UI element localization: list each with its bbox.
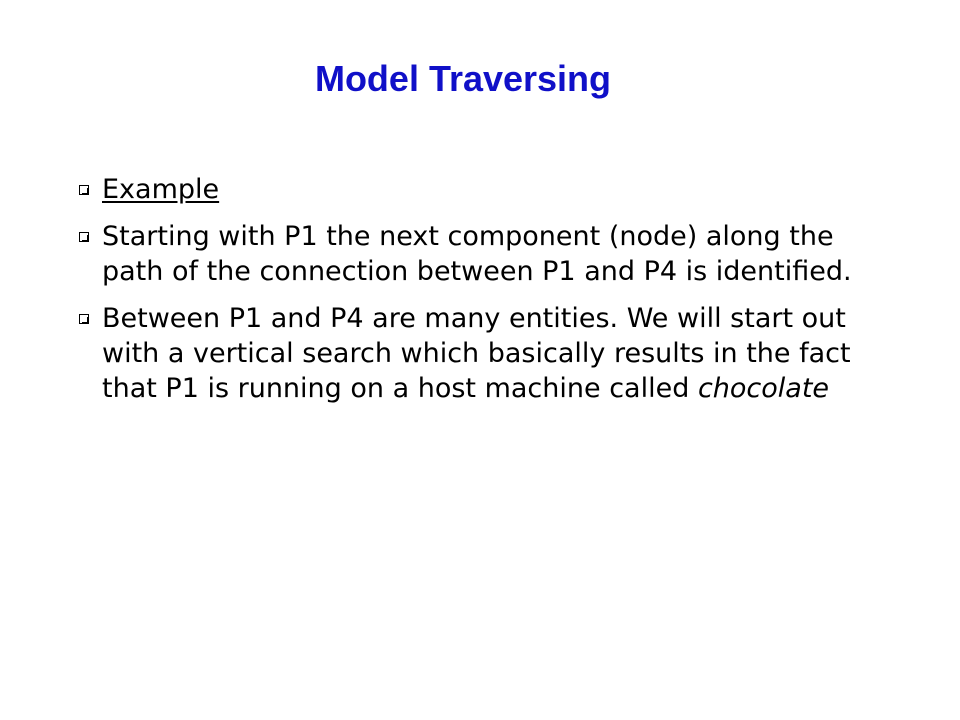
slide-title: Model Traversing xyxy=(314,58,612,99)
bullet-text: Between P1 and P4 are many entities. We will start out with a vertical search which basically results in the fact that P1 is running on a host machine called xyxy=(102,303,851,404)
bullet-text: Example xyxy=(102,174,220,205)
bullet-text: Starting with P1 the next component (node) along the path of the connection between P1 and P4 is identified. xyxy=(102,221,852,287)
bullet-list xyxy=(96,172,876,418)
square-bullet-icon xyxy=(79,232,89,242)
bullet-item-between xyxy=(96,301,876,406)
square-bullet-icon xyxy=(79,185,89,195)
bullet-item-starting xyxy=(96,219,876,289)
bullet-emphasis: chocolate xyxy=(697,373,830,404)
bullet-item-example xyxy=(96,172,876,207)
square-bullet-icon xyxy=(79,314,89,324)
